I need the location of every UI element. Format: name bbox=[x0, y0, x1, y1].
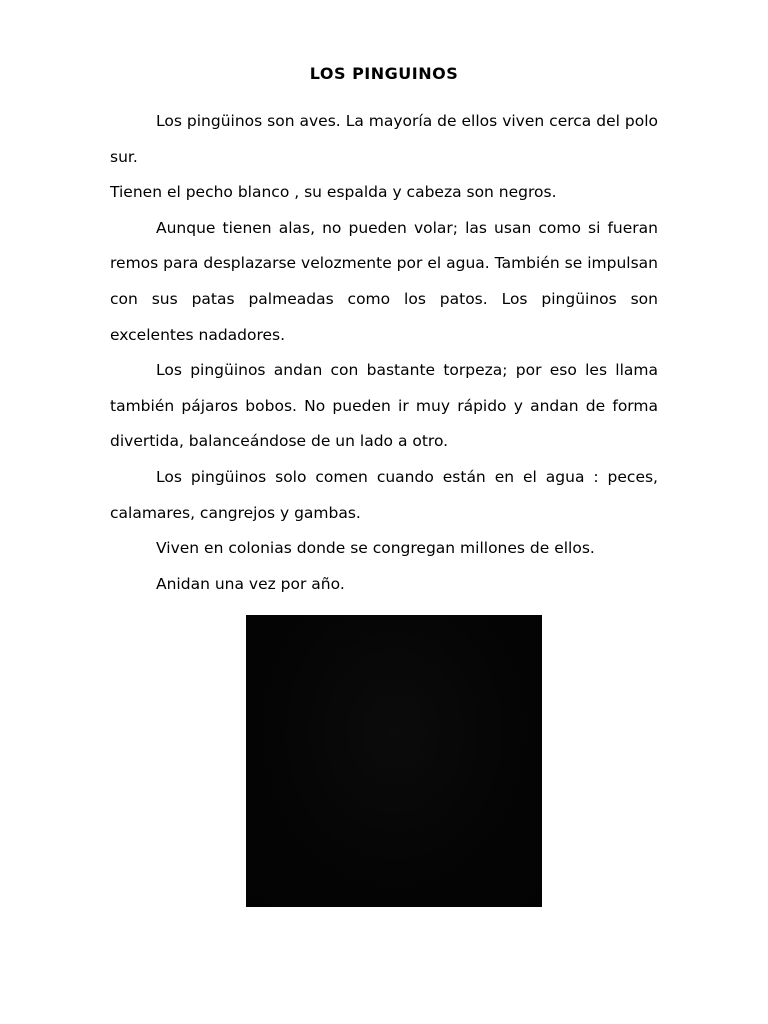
paragraph-colonies: Viven en colonias donde se congregan millones de ellos. bbox=[156, 539, 595, 558]
penguin-image bbox=[246, 615, 542, 907]
paragraph-nesting: Anidan una vez por año. bbox=[156, 574, 345, 593]
paragraph-walking: Los pingüinos andan con bastante torpeza; por eso les llama también pájaros bobos. No pueden ir muy rápido y andan de forma divertida, balanceándose de un lado a otro. bbox=[110, 361, 658, 451]
penguin-image-fill bbox=[246, 615, 542, 907]
paragraph-appearance: Tienen el pecho blanco , su espalda y cabeza son negros. bbox=[110, 183, 557, 202]
paragraph-intro: Los pingüinos son aves. La mayoría de ellos viven cerca del polo sur. bbox=[110, 112, 658, 166]
page-title: LOS PINGUINOS bbox=[309, 64, 459, 83]
paragraph-diet: Los pingüinos solo comen cuando están en el agua : peces, calamares, cangrejos y gambas. bbox=[110, 467, 658, 522]
body-text bbox=[110, 104, 658, 602]
paragraph-swimming: Aunque tienen alas, no pueden volar; las usan como si fueran remos para desplazarse velozmente por el agua. También se impulsan con sus patas palmeadas como los patos. Los pingüinos son excelentes nadadores. bbox=[110, 218, 658, 344]
